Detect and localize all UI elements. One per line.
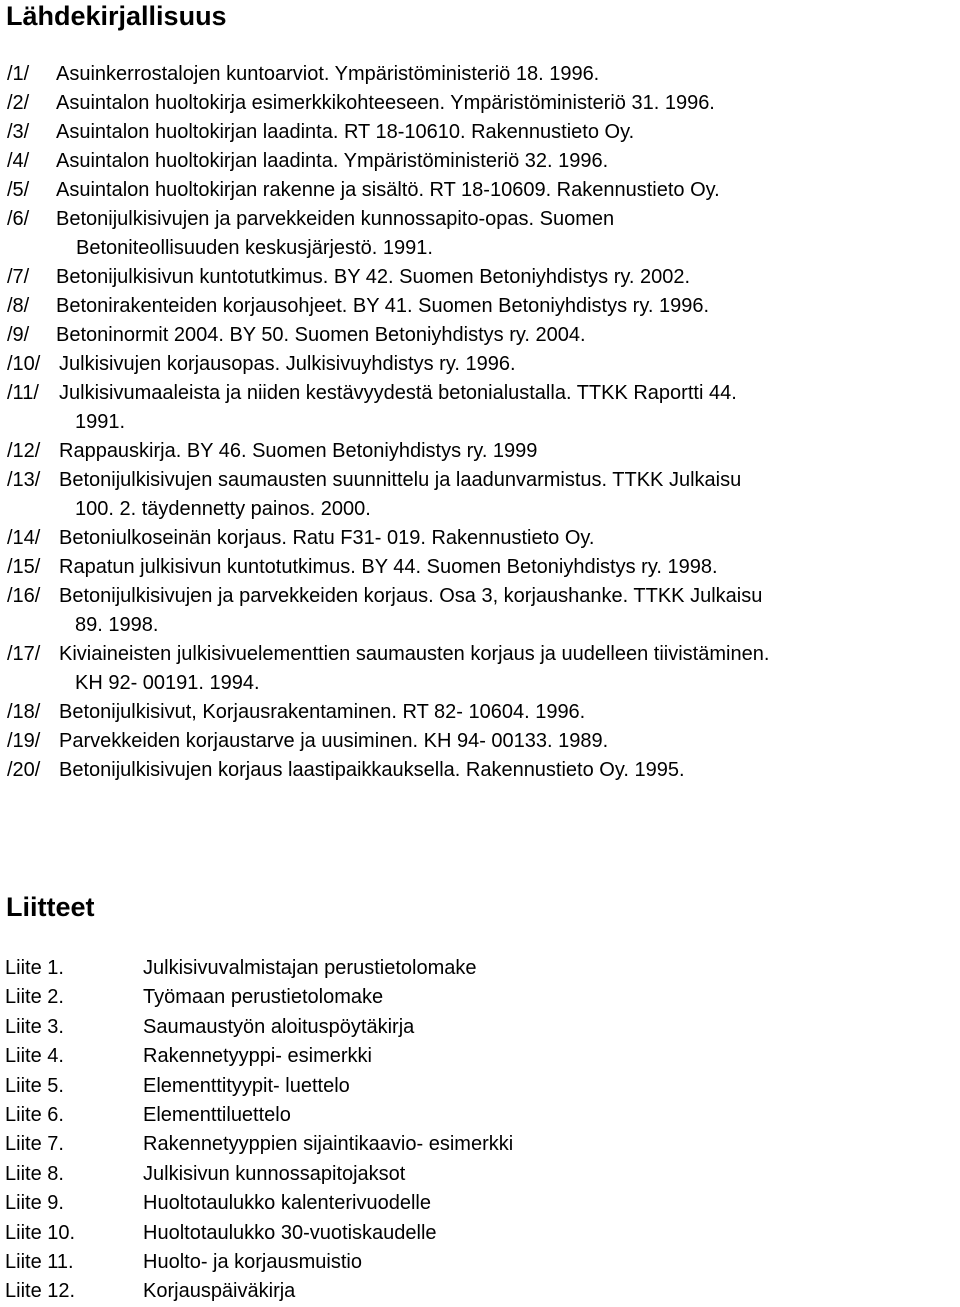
- reference-item: [0, 263, 960, 292]
- reference-text: Asuinkerrostalojen kuntoarviot. Ympäristöministeriö 18. 1996.: [56, 63, 600, 85]
- attachment-item: [0, 1277, 960, 1306]
- reference-text-continued: 100. 2. täydennetty painos. 2000.: [75, 498, 371, 520]
- attachment-list: [0, 954, 960, 1307]
- reference-text: Betonijulkisivun kuntotutkimus. BY 42. Suomen Betoniyhdistys ry. 2002.: [56, 266, 691, 288]
- references-heading: Lähdekirjallisuus: [6, 1, 227, 31]
- reference-item: [0, 118, 960, 147]
- attachment-item: [0, 1101, 960, 1130]
- attachment-title: Työmaan perustietolomake: [143, 986, 384, 1009]
- reference-number: /19/: [7, 730, 41, 752]
- reference-number: /6/: [7, 208, 30, 230]
- reference-text: Asuintalon huoltokirjan laadinta. RT 18-10610. Rakennustieto Oy.: [56, 121, 635, 143]
- reference-item: [0, 727, 960, 756]
- reference-number: /3/: [7, 121, 30, 143]
- attachment-item: [0, 1042, 960, 1071]
- reference-text: Kiviaineisten julkisivuelementtien saumausten korjaus ja uudelleen tiivistäminen.: [59, 643, 770, 665]
- reference-text: Betonijulkisivujen ja parvekkeiden korjaus. Osa 3, korjaushanke. TTKK Julkaisu: [59, 585, 763, 607]
- reference-text: Rappauskirja. BY 46. Suomen Betoniyhdistys ry. 1999: [59, 440, 538, 462]
- attachment-title: Rakennetyyppien sijaintikaavio- esimerkki: [143, 1133, 514, 1156]
- reference-item: [0, 698, 960, 727]
- reference-text-continued: KH 92- 00191. 1994.: [75, 672, 260, 694]
- attachment-label: Liite 1.: [5, 957, 64, 979]
- reference-text: Betonirakenteiden korjausohjeet. BY 41. Suomen Betoniyhdistys ry. 1996.: [56, 295, 709, 317]
- reference-item: [0, 524, 960, 553]
- reference-item: [0, 379, 960, 437]
- attachment-label: Liite 7.: [5, 1133, 64, 1156]
- reference-number: /17/: [7, 643, 41, 665]
- reference-number: /14/: [7, 527, 41, 549]
- reference-number: /7/: [7, 266, 30, 288]
- reference-text-continued: Betoniteollisuuden keskusjärjestö. 1991.: [76, 237, 433, 259]
- attachment-title: Elementtiluettelo: [143, 1103, 291, 1126]
- attachment-item: [0, 1130, 960, 1159]
- reference-number: /5/: [7, 179, 30, 201]
- attachment-label: Liite 12.: [5, 1280, 76, 1303]
- attachment-label: Liite 2.: [5, 986, 64, 1009]
- reference-text: Asuintalon huoltokirjan rakenne ja sisältö. RT 18-10609. Rakennustieto Oy.: [56, 179, 720, 201]
- attachment-label: Liite 9.: [5, 1192, 64, 1215]
- attachment-label: Liite 8.: [5, 1162, 64, 1185]
- reference-text: Betoninormit 2004. BY 50. Suomen Betoniyhdistys ry. 2004.: [56, 324, 586, 346]
- attachment-title: Elementtityypit- luettelo: [143, 1074, 350, 1097]
- attachment-title: Rakennetyyppi- esimerkki: [143, 1045, 372, 1068]
- attachment-label: Liite 4.: [5, 1045, 64, 1068]
- reference-item: [0, 553, 960, 582]
- reference-text: Betoniulkoseinän korjaus. Ratu F31- 019. Rakennustieto Oy.: [59, 527, 595, 549]
- reference-number: /9/: [7, 324, 30, 346]
- reference-number: /16/: [7, 585, 41, 607]
- reference-number: /1/: [7, 63, 30, 85]
- reference-item: [0, 205, 960, 263]
- reference-text: Asuintalon huoltokirja esimerkkikohteeseen. Ympäristöministeriö 31. 1996.: [56, 92, 715, 114]
- attachment-title: Julkisivuvalmistajan perustietolomake: [143, 957, 477, 979]
- reference-item: [0, 321, 960, 350]
- reference-number: /18/: [7, 701, 41, 723]
- attachment-item: [0, 983, 960, 1012]
- reference-item: [0, 176, 960, 205]
- attachment-item: [0, 1160, 960, 1189]
- reference-number: /10/: [7, 353, 41, 375]
- attachment-item: [0, 1219, 960, 1248]
- attachment-label: Liite 10.: [5, 1221, 76, 1244]
- attachment-label: Liite 3.: [5, 1015, 64, 1038]
- reference-text: Parvekkeiden korjaustarve ja uusiminen. KH 94- 00133. 1989.: [59, 730, 609, 752]
- attachment-label: Liite 6.: [5, 1103, 64, 1126]
- reference-text: Betonijulkisivujen korjaus laastipaikkauksella. Rakennustieto Oy. 1995.: [59, 759, 685, 781]
- reference-number: /13/: [7, 469, 41, 491]
- attachment-item: [0, 954, 960, 983]
- reference-item: [0, 60, 960, 89]
- attachment-title: Huoltotaulukko kalenterivuodelle: [143, 1192, 431, 1215]
- reference-number: /8/: [7, 295, 30, 317]
- reference-text: Asuintalon huoltokirjan laadinta. Ympäristöministeriö 32. 1996.: [56, 150, 609, 172]
- reference-text: Betonijulkisivujen ja parvekkeiden kunnossapito-opas. Suomen: [56, 208, 615, 230]
- reference-item: [0, 640, 960, 698]
- reference-text: Betonijulkisivut, Korjausrakentaminen. RT 82- 10604. 1996.: [59, 701, 586, 723]
- reference-item: [0, 437, 960, 466]
- reference-number: /11/: [7, 382, 39, 404]
- reference-number: /15/: [7, 556, 41, 578]
- reference-item: [0, 147, 960, 176]
- reference-text-continued: 89. 1998.: [75, 614, 159, 636]
- reference-text: Julkisivujen korjausopas. Julkisivuyhdistys ry. 1996.: [59, 353, 516, 375]
- reference-item: [0, 466, 960, 524]
- reference-number: /12/: [7, 440, 41, 462]
- attachments-heading: Liitteet: [6, 892, 95, 922]
- attachment-title: Saumaustyön aloituspöytäkirja: [143, 1015, 415, 1038]
- attachment-item: [0, 1189, 960, 1218]
- reference-item: [0, 582, 960, 640]
- attachment-title: Huolto- ja korjausmuistio: [143, 1250, 362, 1273]
- reference-number: /4/: [7, 150, 30, 172]
- reference-text-continued: 1991.: [75, 411, 126, 433]
- attachment-label: Liite 5.: [5, 1074, 64, 1097]
- reference-text: Rapatun julkisivun kuntotutkimus. BY 44. Suomen Betoniyhdistys ry. 1998.: [59, 556, 718, 578]
- attachment-title: Korjauspäiväkirja: [143, 1280, 296, 1303]
- reference-number: /2/: [7, 92, 30, 114]
- attachment-item: [0, 1248, 960, 1277]
- attachment-item: [0, 1013, 960, 1042]
- attachment-title: Julkisivun kunnossapitojaksot: [143, 1162, 406, 1185]
- reference-text: Julkisivumaaleista ja niiden kestävyydestä betonialustalla. TTKK Raportti 44.: [59, 382, 737, 404]
- attachment-label: Liite 11.: [5, 1250, 74, 1273]
- reference-item: [0, 292, 960, 321]
- reference-list: [0, 60, 960, 785]
- attachment-item: [0, 1072, 960, 1101]
- attachment-title: Huoltotaulukko 30-vuotiskaudelle: [143, 1221, 437, 1244]
- reference-text: Betonijulkisivujen saumausten suunnittelu ja laadunvarmistus. TTKK Julkaisu: [59, 469, 742, 491]
- reference-item: [0, 350, 960, 379]
- reference-item: [0, 756, 960, 785]
- reference-item: [0, 89, 960, 118]
- reference-number: /20/: [7, 759, 41, 781]
